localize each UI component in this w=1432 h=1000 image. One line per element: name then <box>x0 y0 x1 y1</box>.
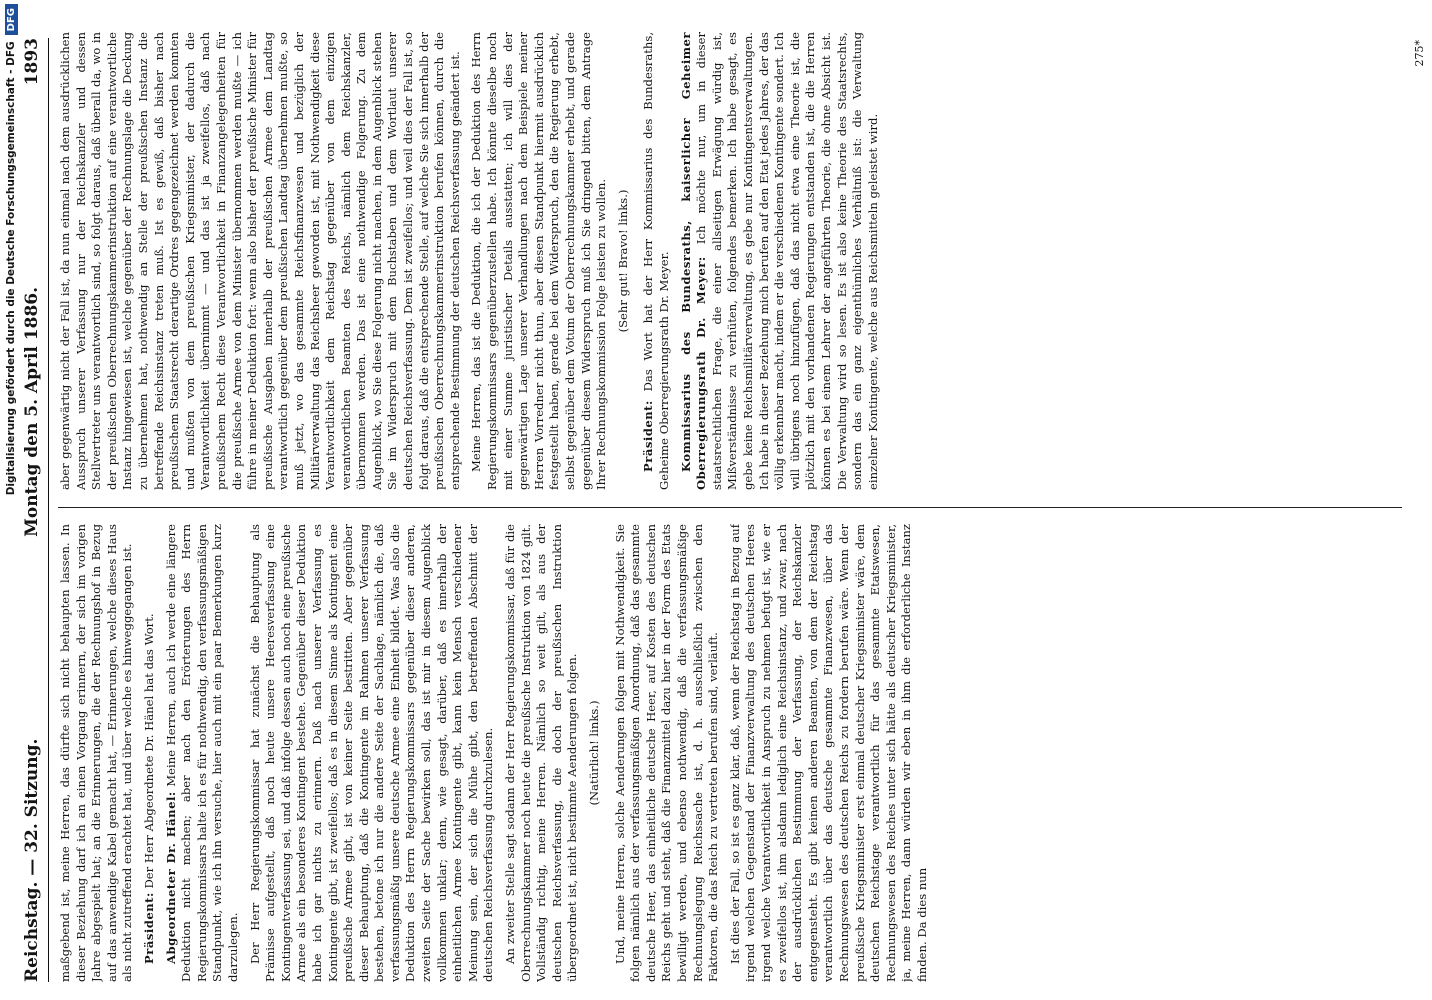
speech-paragraph <box>164 524 242 982</box>
right-column <box>58 32 1414 490</box>
dfg-logo: DFG <box>5 4 18 35</box>
paragraph: An zweiter Stelle sagt sodann der Herr Regierungskommissar, daß für die Oberrechnungskammer noch heute die preußische Instruktion von 1824 gilt. Vollständig richtig, meine Herren. Nämlich so weit gilt, als aus der deutschen Reichsverfassung, die doch der preußischen Instruktion übergeordnet ist, nicht bestimmte Aenderungen folgen. <box>503 524 580 982</box>
interjection: (Natürlich! links.) <box>587 700 601 806</box>
paragraph: Der Herr Regierungskommissar hat zunächst die Behauptung als Prämisse aufgestellt, daß noch heute unsere Heeresverfassung eine Kontingentverfassung sei, und daß infolge dessen auch noch eine preußische Armee als ein besonderes Kontingent bestehe. Gegenüber dieser Deduktion habe ich gar nichts zu erinnern. Daß nach unserer Verfassung es Kontingente gibt, ist zweifellos; daß es in diesem Sinne als Kontingent eine preußische Armee gibt, ist von keiner Seite bestritten. Aber gegenüber dieser Behauptung, daß die Kontingente im Rahmen unserer Verfassung bestehen, betone ich nur die andere Seite der Sachlage, nämlich die, daß verfassungsmäßig unsere deutsche Armee eine Einheit bildet. Was also die Deduktion des Herrn Regierungskommissars gegenüber dieser anderen, zweiten Seite der Sache bewirken soll, das ist mir in diesem Augenblick vollkommen unklar; denn, wie gesagt, darüber, daß es innerhalb der einheitlichen Armee Kontingente gibt, kann kein Mensch verschiedener Meinung sein, der sich die Mühe gibt, den betreffenden Abschnitt der deutschen Reichsverfassung durchzulesen. <box>247 524 496 982</box>
speaker-name: Präsident: <box>641 400 656 472</box>
speech-text: Das Wort hat der Herr Kommissarius des Bundesraths, Geheime Oberregierungsrath Dr. Meyer. <box>641 32 671 490</box>
header-center: Montag den 5. April 1886. <box>22 286 42 537</box>
speaker-name: Kommissarius des Bundesraths, kaiserlicher Geheimer Oberregierungsrath Dr. Meyer: <box>678 32 709 490</box>
speaker-name: Abgeordneter Dr. Hänel: <box>163 791 178 964</box>
left-column <box>58 524 1414 982</box>
speaker-name: Präsident: <box>141 892 156 964</box>
digitization-note: Digitalisierung gefördert durch die Deutsche Forschungsgemeinschaft - DFG <box>5 41 17 496</box>
speech-text: Ich möchte nur, um in dieser staatsrechtlichen Frage, die einer allseitigen Erwägung würdig ist, Mißverständnisse zu verhüten, folgendes bemerken. Ich habe gesagt, es gebe keine Reichsmilitärverwaltung, es gebe nur Kontingentsverwaltungen. Ich habe in dieser Beziehung mich berufen auf den Etat jedes Jahres, der das völlig erkennbar macht, indem er die verschiedenen Kontingente sondert. Ich will übrigens noch hinzufügen, daß das nicht etwa eine Theorie ist, die plötzlich mit den vorhandenen Regierungen entstanden ist, die die Herren können es bei einem Lehrer der angeführten Theorie, die ohne Absicht ist. Die Verwaltung wird so lesen. Es ist also keine Theorie des Staatsrechts, sondern das ein ganz eigenthümliches Verhältniß ist: die Verwaltung einzelner Kontingente, welche aus Reichsmitteln geleistet wird. <box>694 32 880 490</box>
paragraph: Meine Herren, das ist die Deduktion, die ich der Deduktion des Herrn Regierungskommissars gegenüberzustellen habe. Ich könnte dieselbe noch mit einer Summe juristischer Details ausstatten; ich will dies der gegenwärtigen Lage unserer Verhandlungen nach dem Beispiele meiner Herren Vorredner nicht thun, aber diesen Standpunkt hiermit ausdrücklich festgestellt haben, gerade bei dem Widerspruch, den die Regierung erhebt, selbst gegenüber dem Votum der Oberrechnungskammer erhebt, und gerade gegenüber diesem Widerspruch muß ich Sie dringend bitten, dem Antrage Ihrer Rechnungskommission Folge leisten zu wollen. <box>469 32 609 490</box>
speech-paragraph <box>679 32 882 490</box>
printer-signature: 275* <box>1413 40 1426 67</box>
column-divider <box>58 507 1402 508</box>
speech-text: Der Herr Abgeordnete Dr. Hänel hat das Wort. <box>141 613 156 889</box>
speech-paragraph <box>142 524 158 982</box>
paragraph: aber gegenwärtig nicht der Fall ist, da nun einmal nach dem ausdrücklichen Ausspruch unserer Verfassung nur der Reichskanzler und dessen Stellvertreter uns verantwortlich sind, so folgt daraus, daß überall da, wo in der preußischen Oberrechnungskammerinstruktion auf eine verantwortliche Instanz hingewiesen ist, welche gegenüber der Rechnungslage die Deckung zu übernehmen hat, nothwendig an Stelle der preußischen Instanz die betreffende Reichsinstanz treten muß. Ist es gewiß, daß bisher nach preußischem Staatsrecht derartige Ordres gegengezeichnet werden konnten und mußten von dem preußischen Kriegsminister, der dadurch die Verantwortlichkeit übernimmt — und das ist ja zweifellos, daß nach preußischem Recht diese Verantwortlichkeit in Finanzangelegenheiten für die preußische Armee von dem Minister übernommen werden mußte — ich führe in meiner Deduktion fort: wenn also bisher der preußische Minister für preußische Ausgaben innerhalb der preußischen Armee dem Landtag verantwortlich gegenüber dem preußischen Landtag übernehmen mußte, so muß jetzt, wo das gesammte Reichsfinanzwesen und bezüglich der Militärverwaltung das Reichsheer geworden ist, mit Nothwendigkeit diese Verantwortlichkeit dem Reichstag gegenüber von dem einzigen verantwortlichen Beamten des Reichs, nämlich dem Reichskanzler, übernommen werden. Das ist eine nothwendige Folgerung. Zu dem Augenblick, wo Sie diese Folgerung nicht machen, in dem Augenblick stehen Sie im Widerspruch mit dem Buchstaben und dem Wortlaut unserer deutschen Reichsverfassung. Dem ist zweifellos; und weil dies der Fall ist, so folgt daraus, daß die entsprechende Stelle, auf welche Sie sich innerhalb der preußischen Oberrechnungskammerinstruktion berufen können, durch die entsprechende Bestimmung der deutschen Reichsverfassung geändert ist. <box>58 32 462 490</box>
speech-paragraph <box>641 32 672 490</box>
paragraph: Und, meine Herren, solche Aenderungen folgen mit Nothwendigkeit. Sie folgen nämlich aus der verfassungsmäßigen Anordnung, daß das gesammte deutsche Heer, das einheitliche deutsche Heer, auf Kosten des deutschen Reichs geht und steht, daß die Finanzmittel dazu hier in der Form des Etats bewilligt werden, und ebenso nothwendig, daß die verfassungsmäßige Rechnungslegung Reichssache ist, d. h. ausschließlich zwischen den Faktoren, die das Reich zu vertreten berufen sind, verläuft. <box>612 524 721 982</box>
paragraph: Ist dies der Fall, so ist es ganz klar, daß, wenn der Reichstag in Bezug auf irgend welchen Gegenstand der Finanzverwaltung des deutschen Heeres irgend welche Verantwortlichkeit in Anspruch zu nehmen befugt ist, wie er es zweifellos ist, ihm alsdann lediglich eine Reichsinstanz, und zwar, nach der ausdrücklichen Bestimmung der Verfassung, der Reichskanzler entgegensteht. Es gibt keinen anderen Beamten, von dem der Reichstag verantwortlich über das deutsche gesammte Finanzwesen, über das Rechnungswesen des deutschen Reichs zu fordern berufen wäre. Wenn der preußische Kriegsminister erst einmal deutscher Kriegsminister wäre, dem deutschen Reichstage verantwortlich für das gesammte Etatswesen, Rechnungswesen des Reiches unter sich hätte als deutscher Kriegsminister, ja, meine Herren, dann würden wir eben in ihm die erforderliche Instanz finden. Da dies nun <box>727 524 929 982</box>
speech-text: Meine Herren, auch ich werde eine längere Deduktion nicht machen; aber nach den Erörterungen des Herrn Regierungskommissars halte ich es für nothwendig, den verfassungsmäßigen Standpunkt, wie ich ihn versuche, hier auch mit ein paar Bemerkungen kurz darzulegen. <box>163 524 240 982</box>
digitization-credit <box>0 0 22 1000</box>
interjection: (Sehr gut! Bravo! links.) <box>615 189 630 333</box>
paragraph: maßgebend ist, meine Herren, das dürfte sich nicht behaupten lassen. In dieser Beziehung darf ich an einen Vorgang erinnern, der sich im vorigen Jahre abgespielt hat; an die Erinnerungen, die der Rechnungshof in Bezug auf das anwendige Kabel gemacht hat, — Erinnerungen, welche dieses Haus als nicht zutreffend erachtet hat, und über welche es hinweggegangen ist. <box>58 524 135 982</box>
running-head <box>22 38 46 982</box>
header-left: Reichstag. — 32. Sitzung. <box>22 738 42 982</box>
header-rule <box>48 38 49 982</box>
page-number: 1893 <box>22 38 42 86</box>
